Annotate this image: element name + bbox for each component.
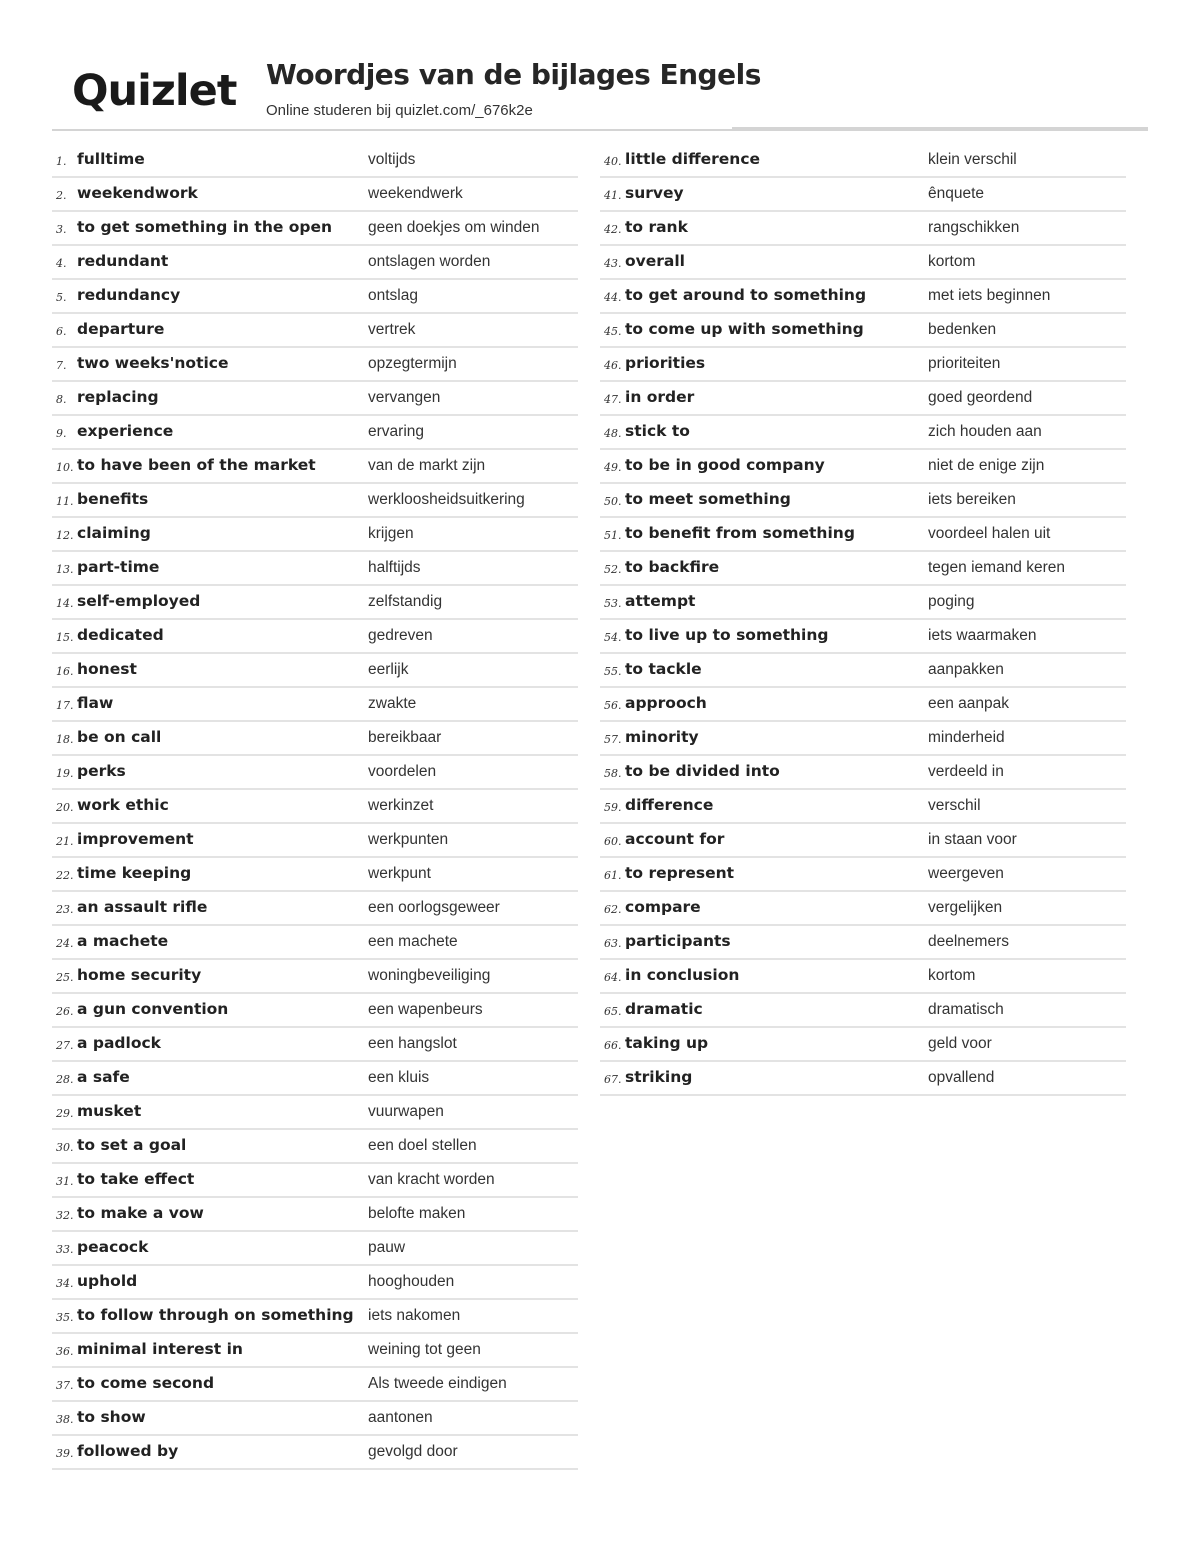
term-row [52,178,578,212]
term-number: 11. [56,495,74,508]
term-number: 63. [604,937,622,950]
term-english: to come second [77,1374,215,1392]
term-number: 26. [56,1005,74,1018]
term-row [600,1028,1126,1062]
term-definition: ervaring [368,423,424,440]
term-row [600,178,1126,212]
term-number: 21. [56,835,74,848]
term-number: 45. [604,325,622,338]
term-english: to live up to something [625,626,829,644]
term-row [52,824,578,858]
term-definition: kortom [928,967,976,984]
term-definition: kortom [928,253,976,270]
term-english: difference [625,796,714,814]
term-definition: ontslag [368,287,418,304]
term-number: 60. [604,835,622,848]
term-definition: ênquete [928,185,985,202]
term-row [600,926,1126,960]
term-row [600,756,1126,790]
term-number: 58. [604,767,622,780]
term-row [52,212,578,246]
term-number: 30. [56,1141,74,1154]
term-english: participants [625,932,731,950]
term-english: approoch [625,694,707,712]
term-definition: vertrek [368,321,416,338]
term-english: account for [625,830,725,848]
term-english: little difference [625,150,761,168]
term-row [600,484,1126,518]
term-number: 42. [604,223,622,236]
term-definition: geen doekjes om winden [368,219,540,236]
term-english: dramatic [625,1000,703,1018]
term-definition: een oorlogsgeweer [368,899,500,916]
term-definition: woningbeveiliging [368,967,491,984]
term-english: followed by [77,1442,179,1460]
term-row [600,688,1126,722]
term-english: to take effect [77,1170,195,1188]
term-row [52,688,578,722]
term-row [600,518,1126,552]
term-row [52,1232,578,1266]
term-english: part-time [77,558,160,576]
term-english: work ethic [77,796,169,814]
term-definition: een machete [368,933,458,950]
term-english: to get something in the open [77,218,333,236]
term-english: to be divided into [625,762,780,780]
term-definition: dramatisch [928,1001,1004,1018]
term-number: 20. [56,801,74,814]
term-english: compare [625,898,701,916]
term-number: 29. [56,1107,74,1120]
term-number: 32. [56,1209,74,1222]
term-number: 8. [56,393,67,406]
term-row [600,280,1126,314]
term-row [600,144,1126,178]
term-row [52,586,578,620]
term-number: 61. [604,869,622,882]
term-number: 16. [56,665,74,678]
term-english: experience [77,422,174,440]
term-definition: voordelen [368,763,437,780]
term-definition: zelfstandig [368,593,443,610]
term-definition: pauw [368,1239,406,1256]
term-english: peacock [77,1238,149,1256]
term-english: to set a goal [77,1136,187,1154]
term-english: a safe [77,1068,130,1086]
term-definition: een kluis [368,1069,430,1086]
term-row [52,1130,578,1164]
term-number: 50. [604,495,622,508]
term-row [52,518,578,552]
term-number: 54. [604,631,622,644]
term-number: 64. [604,971,622,984]
term-row [52,450,578,484]
term-definition: gevolgd door [368,1443,458,1460]
term-row [52,1402,578,1436]
term-number: 25. [56,971,74,984]
term-list-right [600,144,1126,1096]
term-english: a padlock [77,1034,161,1052]
term-row [52,280,578,314]
term-row [600,348,1126,382]
term-english: redundancy [77,286,181,304]
term-row [52,144,578,178]
term-english: to meet something [625,490,791,508]
term-definition: bedenken [928,321,997,338]
term-english: time keeping [77,864,192,882]
term-row [52,1300,578,1334]
term-definition: gedreven [368,627,433,644]
term-number: 28. [56,1073,74,1086]
term-number: 17. [56,699,74,712]
term-number: 14. [56,597,74,610]
term-english: priorities [625,354,706,372]
term-definition: poging [928,593,975,610]
term-definition: opzegtermijn [368,355,457,372]
term-number: 22. [56,869,74,882]
term-row [600,892,1126,926]
term-number: 12. [56,529,74,542]
term-row [600,824,1126,858]
term-english: to be in good company [625,456,825,474]
term-english: home security [77,966,202,984]
term-row [52,1368,578,1402]
term-number: 24. [56,937,74,950]
term-number: 23. [56,903,74,916]
term-number: 13. [56,563,74,576]
term-number: 36. [56,1345,74,1358]
term-number: 35. [56,1311,74,1324]
term-row [52,756,578,790]
term-definition: opvallend [928,1069,995,1086]
term-number: 44. [604,291,622,304]
term-number: 49. [604,461,622,474]
term-english: dedicated [77,626,164,644]
term-number: 6. [56,325,67,338]
term-definition: krijgen [368,525,414,542]
term-definition: van de markt zijn [368,457,486,474]
term-number: 1. [56,155,67,168]
term-definition: klein verschil [928,151,1017,168]
term-definition: weergeven [928,865,1004,882]
page-subtitle: Online studeren bij quizlet.com/_676k2e [266,102,533,119]
term-row [600,790,1126,824]
term-english: to have been of the market [77,456,316,474]
term-english: flaw [77,694,114,712]
term-english: to benefit from something [625,524,855,542]
term-row [52,722,578,756]
term-definition: een hangslot [368,1035,457,1052]
term-number: 37. [56,1379,74,1392]
term-english: attempt [625,592,696,610]
term-definition: tegen iemand keren [928,559,1066,576]
term-definition: werkpunten [368,831,449,848]
term-row [600,382,1126,416]
term-definition: Als tweede eindigen [368,1375,507,1392]
term-english: minority [625,728,699,746]
term-definition: werkpunt [368,865,431,882]
term-english: musket [77,1102,142,1120]
term-number: 67. [604,1073,622,1086]
term-definition: met iets beginnen [928,287,1051,304]
term-english: perks [77,762,126,780]
term-number: 53. [604,597,622,610]
term-number: 43. [604,257,622,270]
term-row [52,654,578,688]
term-row [52,1028,578,1062]
term-english: an assault rifle [77,898,208,916]
term-english: to tackle [625,660,702,678]
term-row [52,1198,578,1232]
term-number: 51. [604,529,622,542]
term-english: to make a vow [77,1204,204,1222]
term-definition: belofte maken [368,1205,466,1222]
term-row [52,1436,578,1470]
term-definition: zwakte [368,695,417,712]
term-english: to show [77,1408,146,1426]
term-row [600,212,1126,246]
term-row [600,654,1126,688]
term-number: 57. [604,733,622,746]
term-definition: bereikbaar [368,729,442,746]
term-definition: verschil [928,797,981,814]
term-english: overall [625,252,685,270]
term-number: 52. [604,563,622,576]
term-definition: ontslagen worden [368,253,491,270]
term-definition: werkinzet [368,797,434,814]
term-definition: in staan voor [928,831,1017,848]
term-definition: zich houden aan [928,423,1042,440]
term-number: 10. [56,461,74,474]
term-definition: aanpakken [928,661,1004,678]
term-number: 9. [56,427,67,440]
term-number: 39. [56,1447,74,1460]
term-definition: vergelijken [928,899,1003,916]
term-english: a gun convention [77,1000,229,1018]
page-title: Woordjes van de bijlages Engels [266,58,761,91]
term-definition: vervangen [368,389,441,406]
term-definition: halftijds [368,559,421,576]
term-row [52,382,578,416]
term-definition: iets bereiken [928,491,1016,508]
term-english: taking up [625,1034,709,1052]
term-definition: een wapenbeurs [368,1001,483,1018]
term-row [52,790,578,824]
term-definition: deelnemers [928,933,1009,950]
term-definition: prioriteiten [928,355,1001,372]
term-definition: hooghouden [368,1273,455,1290]
header-divider-accent [732,127,1148,131]
term-row [52,1334,578,1368]
term-row [52,552,578,586]
term-number: 40. [604,155,622,168]
term-row [600,246,1126,280]
term-english: benefits [77,490,149,508]
term-row [600,552,1126,586]
term-row [600,620,1126,654]
term-number: 34. [56,1277,74,1290]
term-number: 62. [604,903,622,916]
term-row [600,994,1126,1028]
term-definition: geld voor [928,1035,992,1052]
term-english: in conclusion [625,966,740,984]
term-english: stick to [625,422,690,440]
term-english: honest [77,660,137,678]
term-row [600,416,1126,450]
term-row [52,314,578,348]
term-english: to rank [625,218,688,236]
quizlet-logo: Quizlet [72,66,237,116]
term-english: to backfire [625,558,720,576]
term-row [52,1164,578,1198]
term-definition: van kracht worden [368,1171,495,1188]
term-row [52,858,578,892]
term-number: 65. [604,1005,622,1018]
term-definition: weekendwerk [368,185,463,202]
header-divider [52,129,732,131]
term-row [52,484,578,518]
term-english: claiming [77,524,151,542]
term-number: 47. [604,393,622,406]
term-english: fulltime [77,150,145,168]
term-definition: een doel stellen [368,1137,477,1154]
term-english: two weeks'notice [77,354,229,372]
term-row [52,620,578,654]
term-number: 19. [56,767,74,780]
term-number: 48. [604,427,622,440]
term-definition: rangschikken [928,219,1020,236]
term-definition: minderheid [928,729,1005,746]
term-english: weekendwork [77,184,198,202]
term-definition: iets waarmaken [928,627,1037,644]
term-row [600,1062,1126,1096]
term-row [52,1266,578,1300]
term-list-left [52,144,578,1470]
page-header [52,52,1148,130]
term-row [52,416,578,450]
term-row [52,926,578,960]
term-definition: voordeel halen uit [928,525,1051,542]
term-number: 15. [56,631,74,644]
term-definition: verdeeld in [928,763,1004,780]
term-english: uphold [77,1272,138,1290]
term-english: to represent [625,864,735,882]
term-number: 27. [56,1039,74,1052]
term-number: 41. [604,189,622,202]
term-row [600,586,1126,620]
term-number: 55. [604,665,622,678]
term-english: a machete [77,932,169,950]
term-row [52,348,578,382]
term-english: self-employed [77,592,201,610]
term-definition: voltijds [368,151,416,168]
term-definition: niet de enige zijn [928,457,1045,474]
term-definition: aantonen [368,1409,433,1426]
term-english: minimal interest in [77,1340,243,1358]
term-number: 38. [56,1413,74,1426]
term-row [600,960,1126,994]
term-definition: vuurwapen [368,1103,444,1120]
term-row [600,722,1126,756]
term-number: 18. [56,733,74,746]
term-number: 33. [56,1243,74,1256]
term-english: departure [77,320,165,338]
term-row [600,314,1126,348]
term-definition: iets nakomen [368,1307,461,1324]
term-row [600,858,1126,892]
term-definition: weining tot geen [368,1341,481,1358]
term-number: 66. [604,1039,622,1052]
term-row [52,994,578,1028]
term-english: redundant [77,252,169,270]
term-definition: werkloosheidsuitkering [368,491,525,508]
term-number: 31. [56,1175,74,1188]
term-english: to get around to something [625,286,867,304]
term-number: 2. [56,189,67,202]
term-row [52,246,578,280]
term-row [600,450,1126,484]
term-row [52,1062,578,1096]
term-number: 59. [604,801,622,814]
term-definition: eerlijk [368,661,409,678]
term-number: 3. [56,223,67,236]
term-number: 4. [56,257,67,270]
term-english: to come up with something [625,320,864,338]
term-number: 7. [56,359,67,372]
term-number: 5. [56,291,67,304]
term-english: replacing [77,388,159,406]
term-english: survey [625,184,684,202]
term-row [52,960,578,994]
term-definition: goed geordend [928,389,1033,406]
term-english: to follow through on something [77,1306,354,1324]
term-number: 56. [604,699,622,712]
term-english: be on call [77,728,162,746]
term-english: improvement [77,830,194,848]
term-row [52,1096,578,1130]
term-row [52,892,578,926]
term-english: striking [625,1068,693,1086]
term-definition: een aanpak [928,695,1010,712]
term-english: in order [625,388,695,406]
term-number: 46. [604,359,622,372]
